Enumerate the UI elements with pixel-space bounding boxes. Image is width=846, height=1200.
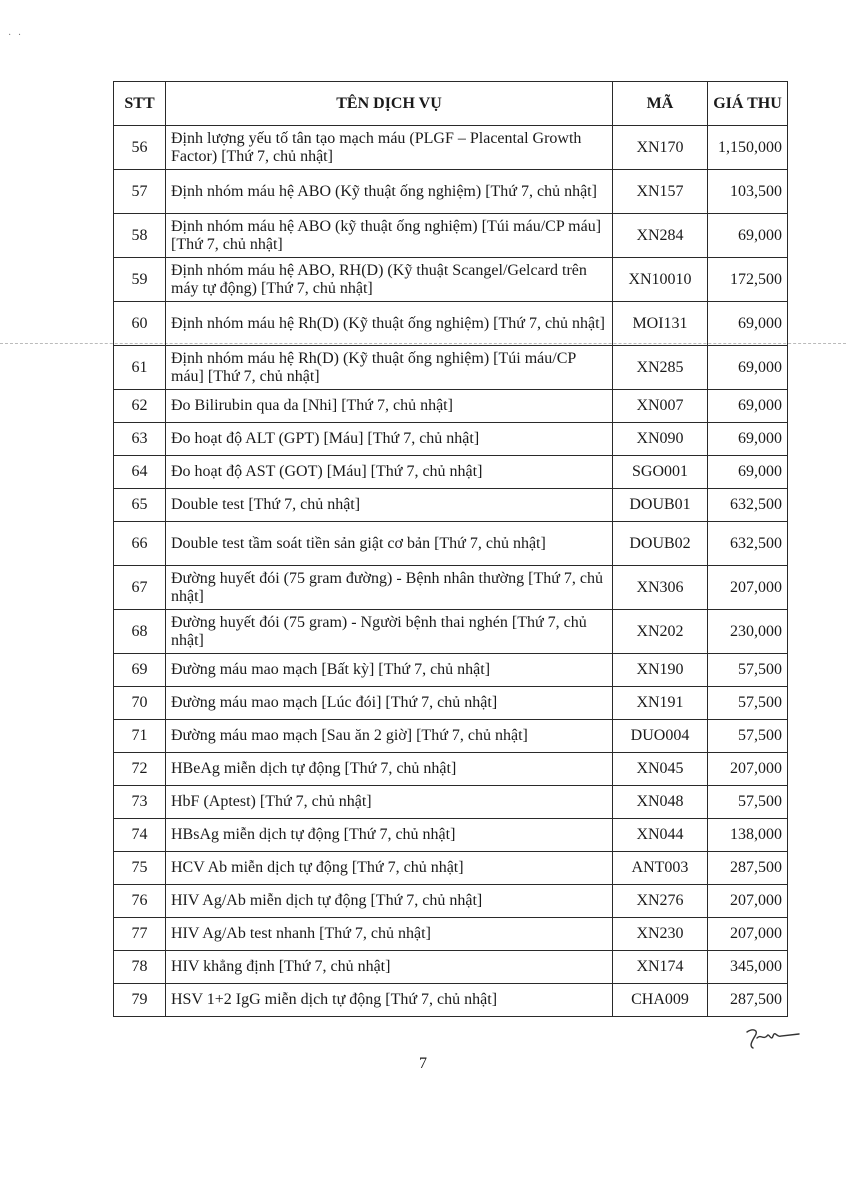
row-code: DUO004	[613, 720, 708, 753]
row-code: XN202	[613, 610, 708, 654]
row-stt: 64	[114, 456, 166, 489]
row-price: 345,000	[708, 951, 788, 984]
row-code: XN10010	[613, 258, 708, 302]
table-row	[114, 302, 788, 346]
row-price: 69,000	[708, 390, 788, 423]
row-price: 69,000	[708, 302, 788, 346]
row-price: 103,500	[708, 170, 788, 214]
row-stt: 58	[114, 214, 166, 258]
row-code: XN157	[613, 170, 708, 214]
row-stt: 66	[114, 522, 166, 566]
page-number: 7	[419, 1055, 427, 1072]
table-row	[114, 753, 788, 786]
row-stt: 63	[114, 423, 166, 456]
table-row	[114, 566, 788, 610]
table-row	[114, 456, 788, 489]
row-service-name: Đo Bilirubin qua da [Nhi] [Thứ 7, chủ nhật]	[166, 390, 613, 423]
table-row	[114, 346, 788, 390]
row-code: XN007	[613, 390, 708, 423]
row-stt: 57	[114, 170, 166, 214]
row-stt: 62	[114, 390, 166, 423]
table-row	[114, 423, 788, 456]
header-code: MÃ	[613, 82, 708, 126]
row-price: 287,500	[708, 852, 788, 885]
row-service-name: HIV Ag/Ab test nhanh [Thứ 7, chủ nhật]	[166, 918, 613, 951]
row-code: CHA009	[613, 984, 708, 1017]
row-stt: 60	[114, 302, 166, 346]
row-stt: 59	[114, 258, 166, 302]
row-stt: 65	[114, 489, 166, 522]
scan-artifact: · ·	[8, 30, 24, 41]
row-stt: 73	[114, 786, 166, 819]
row-stt: 68	[114, 610, 166, 654]
row-service-name: Định lượng yếu tố tân tạo mạch máu (PLGF – Placental Growth Factor) [Thứ 7, chủ nhật]	[166, 126, 613, 170]
row-service-name: Định nhóm máu hệ ABO, RH(D) (Kỹ thuật Scangel/Gelcard trên máy tự động) [Thứ 7, chủ nhật]	[166, 258, 613, 302]
row-price: 57,500	[708, 654, 788, 687]
row-price: 230,000	[708, 610, 788, 654]
row-service-name: Định nhóm máu hệ Rh(D) (Kỹ thuật ống nghiệm) [Thứ 7, chủ nhật]	[166, 302, 613, 346]
table-row	[114, 654, 788, 687]
row-service-name: Đường máu mao mạch [Sau ăn 2 giờ] [Thứ 7, chủ nhật]	[166, 720, 613, 753]
row-code: XN284	[613, 214, 708, 258]
table-row	[114, 390, 788, 423]
row-service-name: HCV Ab miễn dịch tự động [Thứ 7, chủ nhật]	[166, 852, 613, 885]
table-row	[114, 984, 788, 1017]
table-row	[114, 720, 788, 753]
row-stt: 67	[114, 566, 166, 610]
row-service-name: HIV khẳng định [Thứ 7, chủ nhật]	[166, 951, 613, 984]
row-code: DOUB01	[613, 489, 708, 522]
row-price: 69,000	[708, 346, 788, 390]
row-service-name: HSV 1+2 IgG miễn dịch tự động [Thứ 7, chủ nhật]	[166, 984, 613, 1017]
row-service-name: HBsAg miễn dịch tự động [Thứ 7, chủ nhật]	[166, 819, 613, 852]
row-service-name: Định nhóm máu hệ ABO (kỹ thuật ống nghiệm) [Túi máu/CP máu] [Thứ 7, chủ nhật]	[166, 214, 613, 258]
row-service-name: Đường máu mao mạch [Bất kỳ] [Thứ 7, chủ nhật]	[166, 654, 613, 687]
row-stt: 56	[114, 126, 166, 170]
row-price: 69,000	[708, 214, 788, 258]
row-stt: 74	[114, 819, 166, 852]
row-price: 207,000	[708, 885, 788, 918]
row-price: 172,500	[708, 258, 788, 302]
table-row	[114, 170, 788, 214]
row-service-name: HbF (Aptest) [Thứ 7, chủ nhật]	[166, 786, 613, 819]
row-price: 57,500	[708, 687, 788, 720]
row-stt: 72	[114, 753, 166, 786]
row-stt: 75	[114, 852, 166, 885]
row-service-name: Double test tầm soát tiền sản giật cơ bản [Thứ 7, chủ nhật]	[166, 522, 613, 566]
row-service-name: Đường huyết đói (75 gram) - Người bệnh thai nghén [Thứ 7, chủ nhật]	[166, 610, 613, 654]
row-stt: 76	[114, 885, 166, 918]
row-code: XN090	[613, 423, 708, 456]
table-row	[114, 258, 788, 302]
row-code: XN276	[613, 885, 708, 918]
handwritten-initials	[743, 1022, 803, 1052]
row-code: XN230	[613, 918, 708, 951]
row-code: XN190	[613, 654, 708, 687]
table-row	[114, 214, 788, 258]
row-price: 57,500	[708, 786, 788, 819]
header-stt: STT	[114, 82, 166, 126]
row-code: XN045	[613, 753, 708, 786]
table-row	[114, 885, 788, 918]
table-row	[114, 819, 788, 852]
row-price: 207,000	[708, 753, 788, 786]
table-row	[114, 852, 788, 885]
row-stt: 77	[114, 918, 166, 951]
row-code: XN048	[613, 786, 708, 819]
row-price: 632,500	[708, 489, 788, 522]
row-service-name: Định nhóm máu hệ ABO (Kỹ thuật ống nghiệm) [Thứ 7, chủ nhật]	[166, 170, 613, 214]
table-row	[114, 610, 788, 654]
row-price: 207,000	[708, 918, 788, 951]
row-price: 69,000	[708, 456, 788, 489]
table-row	[114, 126, 788, 170]
table-body	[114, 126, 788, 1017]
row-code: DOUB02	[613, 522, 708, 566]
row-code: SGO001	[613, 456, 708, 489]
row-stt: 61	[114, 346, 166, 390]
row-code: ANT003	[613, 852, 708, 885]
row-code: XN191	[613, 687, 708, 720]
row-service-name: HBeAg miễn dịch tự động [Thứ 7, chủ nhật]	[166, 753, 613, 786]
table-row	[114, 918, 788, 951]
row-price: 57,500	[708, 720, 788, 753]
row-code: XN174	[613, 951, 708, 984]
table-row	[114, 522, 788, 566]
row-service-name: Đo hoạt độ ALT (GPT) [Máu] [Thứ 7, chủ nhật]	[166, 423, 613, 456]
row-service-name: Đường huyết đói (75 gram đường) - Bệnh nhân thường [Thứ 7, chủ nhật]	[166, 566, 613, 610]
row-stt: 69	[114, 654, 166, 687]
table-row	[114, 951, 788, 984]
table-row	[114, 489, 788, 522]
row-stt: 70	[114, 687, 166, 720]
row-stt: 79	[114, 984, 166, 1017]
row-stt: 71	[114, 720, 166, 753]
row-price: 138,000	[708, 819, 788, 852]
header-service-name: TÊN DỊCH VỤ	[166, 82, 613, 126]
row-price: 207,000	[708, 566, 788, 610]
row-code: MOI131	[613, 302, 708, 346]
row-code: XN306	[613, 566, 708, 610]
row-service-name: Định nhóm máu hệ Rh(D) (Kỹ thuật ống nghiệm) [Túi máu/CP máu] [Thứ 7, chủ nhật]	[166, 346, 613, 390]
row-code: XN044	[613, 819, 708, 852]
row-code: XN285	[613, 346, 708, 390]
row-price: 69,000	[708, 423, 788, 456]
row-service-name: Đo hoạt độ AST (GOT) [Máu] [Thứ 7, chủ nhật]	[166, 456, 613, 489]
service-price-table	[113, 81, 788, 1017]
table-row	[114, 687, 788, 720]
table-row	[114, 786, 788, 819]
row-service-name: Double test [Thứ 7, chủ nhật]	[166, 489, 613, 522]
header-price: GIÁ THU	[708, 82, 788, 126]
row-service-name: HIV Ag/Ab miễn dịch tự động [Thứ 7, chủ nhật]	[166, 885, 613, 918]
row-code: XN170	[613, 126, 708, 170]
row-price: 287,500	[708, 984, 788, 1017]
row-service-name: Đường máu mao mạch [Lúc đói] [Thứ 7, chủ nhật]	[166, 687, 613, 720]
row-price: 632,500	[708, 522, 788, 566]
row-stt: 78	[114, 951, 166, 984]
table-header-row	[114, 82, 788, 126]
row-price: 1,150,000	[708, 126, 788, 170]
